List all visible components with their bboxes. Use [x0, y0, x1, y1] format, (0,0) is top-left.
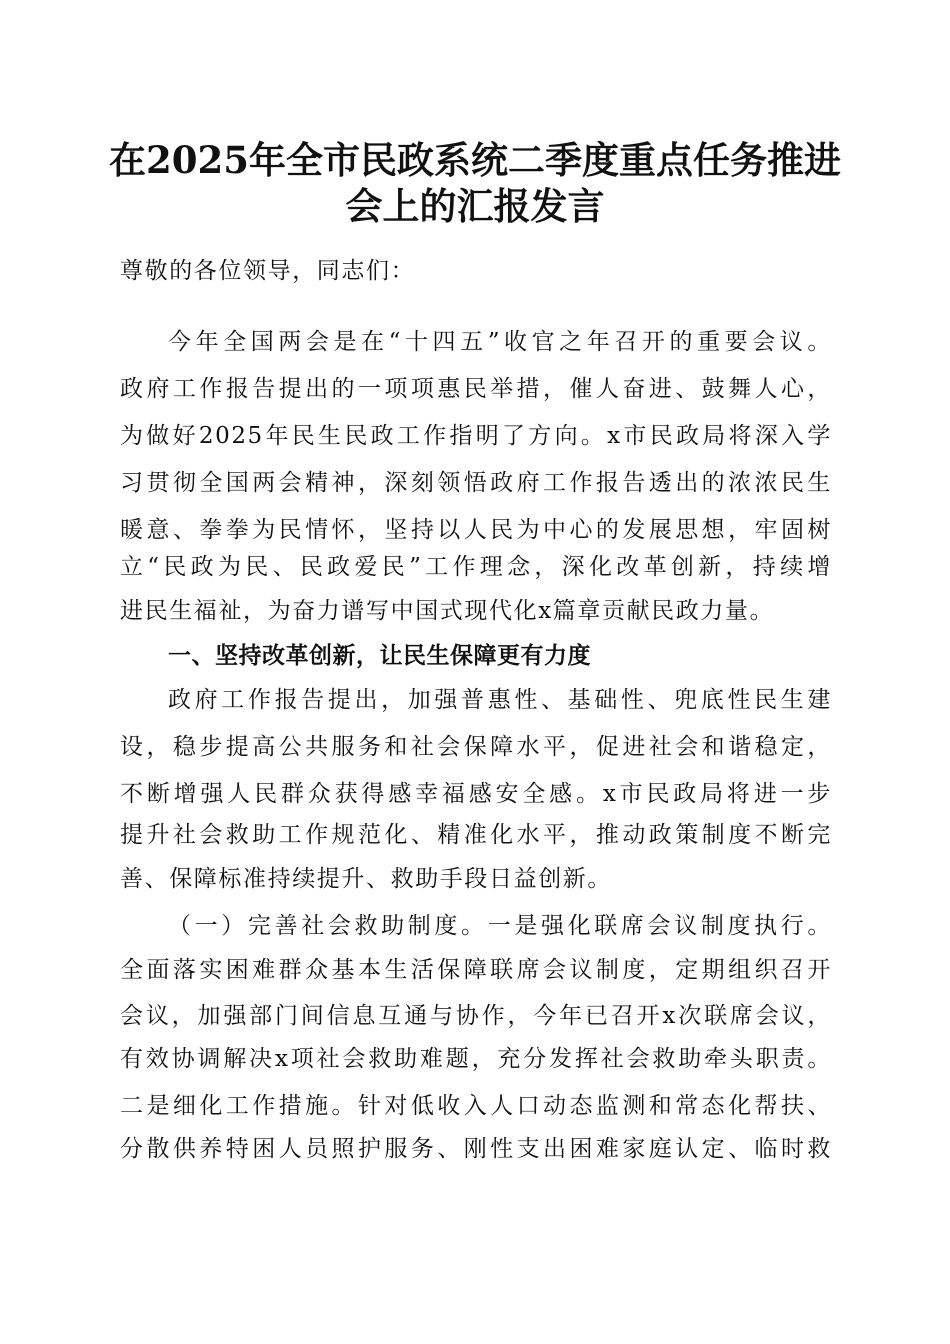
paragraph-line: 善、保障标准持续提升、救助手段日益创新。: [120, 866, 612, 892]
paragraph-line: 会议，加强部门间信息互通与协作，今年已召开x次联席会议，: [120, 1003, 832, 1029]
paragraph-line: 习贯彻全国两会精神，深刻领悟政府工作报告透出的浓浓民生: [120, 470, 832, 496]
section-heading-1: 一、坚持改革创新，让民生保障更有力度: [168, 643, 591, 669]
document-title-line-2: 会上的汇报发言: [345, 184, 605, 228]
paragraph-line: 政府工作报告提出的一项项惠民举措，催人奋进、鼓舞人心，: [120, 376, 832, 402]
paragraph-line: 政府工作报告提出，加强普惠性、基础性、兜底性民生建: [168, 687, 832, 713]
paragraph-line: 二是细化工作措施。针对低收入人口动态监测和常态化帮扶、: [120, 1093, 832, 1119]
paragraph-line: 提升社会救助工作规范化、精准化水平，推动政策制度不断完: [120, 822, 832, 848]
paragraph-line: 不断增强人民群众获得感幸福感安全感。x市民政局将进一步: [120, 781, 832, 807]
paragraph-line: 设，稳步提高公共服务和社会保障水平，促进社会和谐稳定，: [120, 734, 832, 760]
paragraph-line: 为做好2025年民生民政工作指明了方向。x市民政局将深入学: [120, 423, 832, 449]
paragraph-line: 分散供养特困人员照护服务、刚性支出困难家庭认定、临时救: [120, 1136, 832, 1162]
salutation: 尊敬的各位领导，同志们：: [120, 258, 416, 284]
paragraph-line: 暖意、拳拳为民情怀，坚持以人民为中心的发展思想，牢固树: [120, 517, 832, 543]
paragraph-line: 立“民政为民、民政爱民”工作理念，深化改革创新，持续增: [120, 554, 832, 580]
paragraph-line: 有效协调解决x项社会救助难题，充分发挥社会救助牵头职责。: [120, 1046, 832, 1072]
subsection-line: （一）完善社会救助制度。一是强化联席会议制度执行。: [168, 913, 832, 939]
paragraph-line: 全面落实困难群众基本生活保障联席会议制度，定期组织召开: [120, 957, 832, 983]
paragraph-line: 今年全国两会是在“十四五”收官之年召开的重要会议。: [168, 329, 832, 355]
paragraph-line: 进民生福祉，为奋力谱写中国式现代化x篇章贡献民政力量。: [120, 598, 775, 624]
document-title-line-1: 在2025年全市民政系统二季度重点任务推进: [109, 138, 841, 182]
